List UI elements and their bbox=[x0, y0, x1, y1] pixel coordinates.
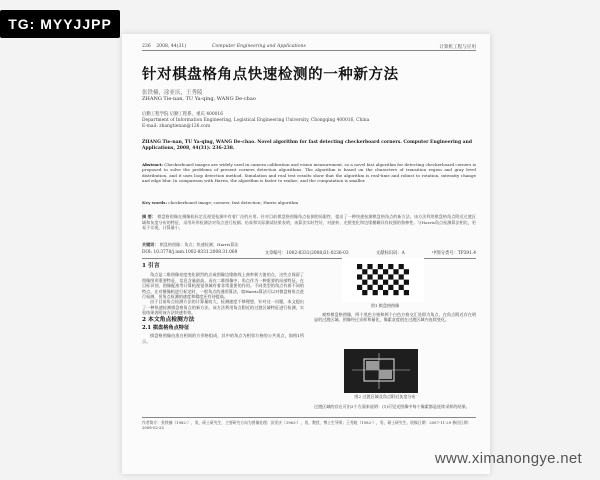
checker-square bbox=[404, 290, 409, 295]
footnote: 作者简介：张铁楠（1982-），男，硕士研究生，主要研究方向为图像处理；涂亚庆（1963-），男，教授，博士生导师；王秀陵（1982-），男，硕士研究生。收稿日期：2007-11-29 修回日期：2008-02-25 bbox=[142, 417, 476, 430]
section-1-paragraph: 角点是二维图像亮度变化剧烈的点或图像边缘曲线上曲率极大值的点，这些点保留了图像图形重要特征，信息含量最高。而在二维图像中，角点作为一种重要的局部特征，在目标识别、图像配准等计算机视觉领域有着非常重要的作用。不同类型的角点有着不同的特点，在对摄像机进行标定时，一般角点的通用算法，如Harris算法可以对棋盘格角点进行检测，但角点检测的速度和精度还有待提高。 bbox=[142, 272, 304, 300]
figure-2-caption: 图2 过渡区域及角点附近灰度分布 bbox=[354, 394, 416, 399]
checker-square bbox=[367, 285, 372, 290]
checker-square bbox=[373, 280, 378, 285]
page-number: 236 bbox=[142, 44, 151, 49]
checker-square bbox=[373, 269, 378, 274]
checker-square bbox=[404, 280, 409, 285]
checker-square bbox=[383, 269, 388, 274]
article-meta bbox=[142, 250, 476, 259]
section-2-title: 2 本文角点检测方法 bbox=[142, 316, 195, 323]
checker-square bbox=[388, 274, 393, 279]
checker-square bbox=[362, 269, 367, 274]
checker-square bbox=[367, 264, 372, 269]
checker-square bbox=[378, 264, 383, 269]
clc-number: 中图分类号：TP391.4 bbox=[432, 251, 476, 256]
doi: DOI: 10.3778/j.issn.1002-8331.2008.31.069 bbox=[142, 250, 238, 255]
checker-square bbox=[357, 274, 362, 279]
right-column-paragraph: 观察棋盘格图像，两个黑色方格和两个白色方格交汇处即为角点，在角点附近存在明显的过渡区域。图像经过采样和量化，像素灰度值在过渡区域内连续变化。 bbox=[314, 312, 476, 323]
checker-square bbox=[357, 264, 362, 269]
left-column bbox=[142, 262, 304, 344]
authors-en: ZHANG Tie-nan, TU Ya-qing, WANG De-chao bbox=[142, 96, 256, 102]
affiliation bbox=[142, 112, 476, 130]
keywords-cn-label: 关键词： bbox=[142, 242, 159, 247]
abstract-text: Checkerboard images are widely used in camera calibration and vision measurement, so a novel fast algorithm for detecting checkerboard corners is proposed to solve the problems of present corners detection algorithms. The algorithm is based on the characters of transition region and gray level distribution, and it uses loop detection method. Simulation and real test results show that the algorithm is real-time and robust to rotation, intensity change and edge blur. In comparison with Harris, the algorithm is faster to realize, and the computation is smaller. bbox=[142, 162, 476, 183]
checker-square bbox=[399, 274, 404, 279]
checker-square bbox=[378, 274, 383, 279]
keywords-en bbox=[142, 200, 476, 205]
checker-square bbox=[399, 264, 404, 269]
section-1-title: 1 引言 bbox=[142, 263, 160, 269]
figure-1-caption: 图1 棋盘格图像 bbox=[370, 303, 400, 308]
checker-square bbox=[388, 285, 393, 290]
keywords-cn bbox=[142, 242, 239, 248]
issue-info: 2008, 44(31) bbox=[156, 44, 187, 49]
keywords-text: checkerboard image; corners; fast detection; Harris algorithm bbox=[168, 200, 299, 205]
checkerboard-figure bbox=[342, 258, 424, 302]
checker-square bbox=[404, 269, 409, 274]
checker-square bbox=[378, 285, 383, 290]
checker-square bbox=[399, 285, 404, 290]
transition-region-figure bbox=[344, 349, 418, 393]
affiliation-cn: 后勤工程学院 后勤工程系，重庆 400016 bbox=[142, 112, 224, 117]
checker-square bbox=[393, 269, 398, 274]
checker-square bbox=[383, 280, 388, 285]
section-2-1-title: 2.1 棋盘格角点特征 bbox=[142, 325, 190, 332]
checker-square bbox=[388, 264, 393, 269]
checker-square bbox=[367, 274, 372, 279]
checker-square bbox=[393, 290, 398, 295]
abstract-cn-label: 摘 要： bbox=[142, 214, 156, 219]
abstract-cn-text: 棋盘格图像在摄像机标定及视觉检测中有着广泛的应用。针对目前棋盘格图像角点检测的局限性，提出了一种快速检测棋盘格角点的新方法。该方法利用棋盘格角点附近过渡区域和灰度分布的特征，采用环形检测法对角点进行检测。仿真和实际测试结果表明，该算法实时性好，对旋转、光照变化和边缘模糊具有较强的鲁棒性。与Harris角点检测算法相比，更易于实现，计算量小。 bbox=[142, 214, 476, 231]
citation: ZHANG Tie-nan, TU Ya-qing, WANG De-chao. Novel algorithm for fast detecting checkerboard corners. Computer Engineering and Applications, 2008, 44(31): 236-238. bbox=[142, 140, 472, 152]
article-number: 文章编号：1002-8331(2008)31-0236-03 bbox=[264, 251, 349, 256]
checker-square bbox=[393, 280, 398, 285]
section-1-paragraph: 由于目前角点检测方法的计算量较大，检测速度不够理想，针对这一问题，本文提出了一种快速检测棋盘格角点的新方法。该方法利用角点附近的过渡区域特征进行检测，实验结果表明该方法快速有效。 bbox=[142, 299, 304, 316]
abstract-cn bbox=[142, 214, 476, 231]
checker-square bbox=[383, 290, 388, 295]
abstract-en bbox=[142, 162, 476, 183]
checker-square bbox=[362, 280, 367, 285]
abstract-label: Abstract: bbox=[142, 162, 163, 167]
paper-title: 针对棋盘格角点快速检测的一种新方法 bbox=[142, 66, 399, 83]
author-email: E-mail: zhangtienan@126.com bbox=[142, 124, 211, 129]
section-2-paragraph: 棋盘格图像由黑白相间的方形格组成，其中的角点为相邻方格的公共顶点，如图1所示。 bbox=[142, 333, 304, 344]
authors-cn: 张铁楠，涂亚庆，王秀陵 bbox=[142, 90, 203, 96]
checker-square bbox=[357, 285, 362, 290]
journal-name-cn: 计算机工程与应用 bbox=[439, 45, 476, 50]
site-watermark: www.ximanongye.net bbox=[434, 450, 582, 467]
checker-square bbox=[362, 290, 367, 295]
affiliation-en: Department of Information Engineering, Logistical Engineering University, Chongqing 400016, China bbox=[142, 118, 370, 123]
keywords-cn-text: 棋盘格图像；角点；快速检测；Harris算法 bbox=[159, 242, 239, 247]
document-code: 文献标识码：A bbox=[375, 251, 405, 256]
right-column-paragraph: 过渡区域的存在可由3个方面来说明：(1)可见光图像中每个像素都是连续采样的结果。 bbox=[314, 404, 470, 409]
channel-badge: TG: MYYJJPP bbox=[0, 10, 120, 38]
journal-name-en: Computer Engineering and Applications bbox=[212, 44, 306, 49]
keywords-label: Key words: bbox=[142, 200, 167, 205]
running-header bbox=[142, 44, 476, 51]
checker-square bbox=[373, 290, 378, 295]
